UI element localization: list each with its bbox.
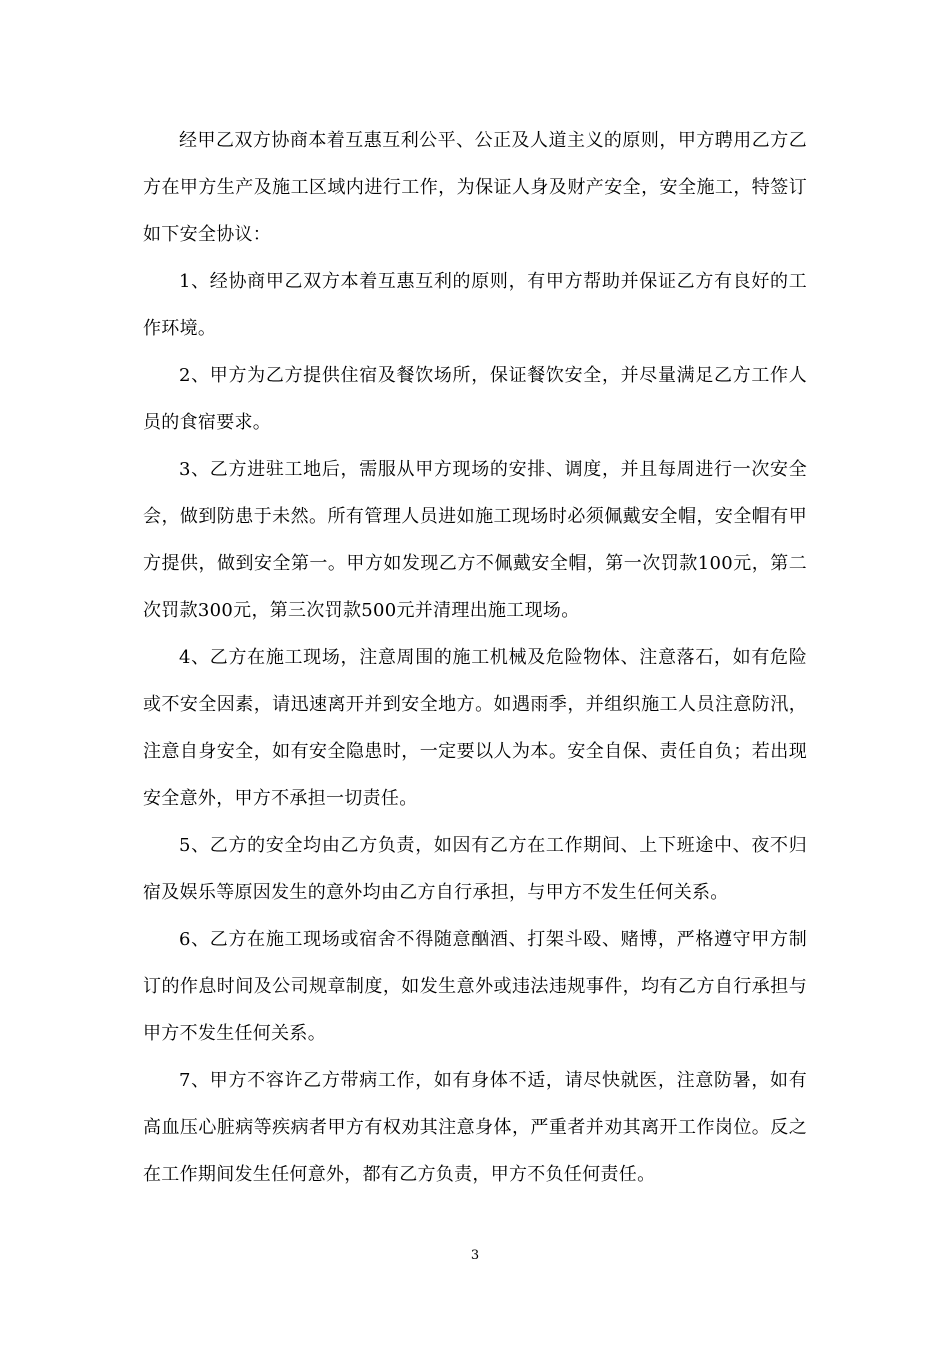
clause-7-paragraph: 7、甲方不容许乙方带病工作，如有身体不适，请尽快就医，注意防暑，如有高血压心脏病等疾病者甲方有权劝其注意身体，严重者并劝其离开工作岗位。反之在工作期间发生任何意外，都有乙方负责，甲方不负任何责任。 <box>143 1070 807 1185</box>
agreement-body <box>143 117 807 1198</box>
clause-5-paragraph: 5、乙方的安全均由乙方负责，如因有乙方在工作期间、上下班途中、夜不归宿及娱乐等原因发生的意外均由乙方自行承担，与甲方不发生任何关系。 <box>143 835 807 903</box>
clause-6-paragraph: 6、乙方在施工现场或宿舍不得随意酗酒、打架斗殴、赌博，严格遵守甲方制订的作息时间及公司规章制度，如发生意外或违法违规事件，均有乙方自行承担与甲方不发生任何关系。 <box>143 929 807 1044</box>
clause-4-paragraph: 4、乙方在施工现场，注意周围的施工机械及危险物体、注意落石，如有危险或不安全因素，请迅速离开并到安全地方。如遇雨季，并组织施工人员注意防汛，注意自身安全，如有安全隐患时，一定要以人为本。安全自保、责任自负；若出现安全意外，甲方不承担一切责任。 <box>143 647 807 809</box>
clause-3-paragraph: 3、乙方进驻工地后，需服从甲方现场的安排、调度，并且每周进行一次安全会，做到防患于未然。所有管理人员进如施工现场时必须佩戴安全帽，安全帽有甲方提供，做到安全第一。甲方如发现乙方不佩戴安全帽，第一次罚款100元，第二次罚款300元，第三次罚款500元并清理出施工现场。 <box>143 459 807 621</box>
clause-2-paragraph: 2、甲方为乙方提供住宿及餐饮场所，保证餐饮安全，并尽量满足乙方工作人员的食宿要求。 <box>143 365 807 433</box>
page-number: 3 <box>470 1248 480 1263</box>
clause-1-paragraph: 1、经协商甲乙双方本着互惠互利的原则，有甲方帮助并保证乙方有良好的工作环境。 <box>143 271 807 339</box>
intro-paragraph: 经甲乙双方协商本着互惠互利公平、公正及人道主义的原则，甲方聘用乙方乙方在甲方生产及施工区域内进行工作，为保证人身及财产安全，安全施工，特签订如下安全协议： <box>143 130 807 245</box>
